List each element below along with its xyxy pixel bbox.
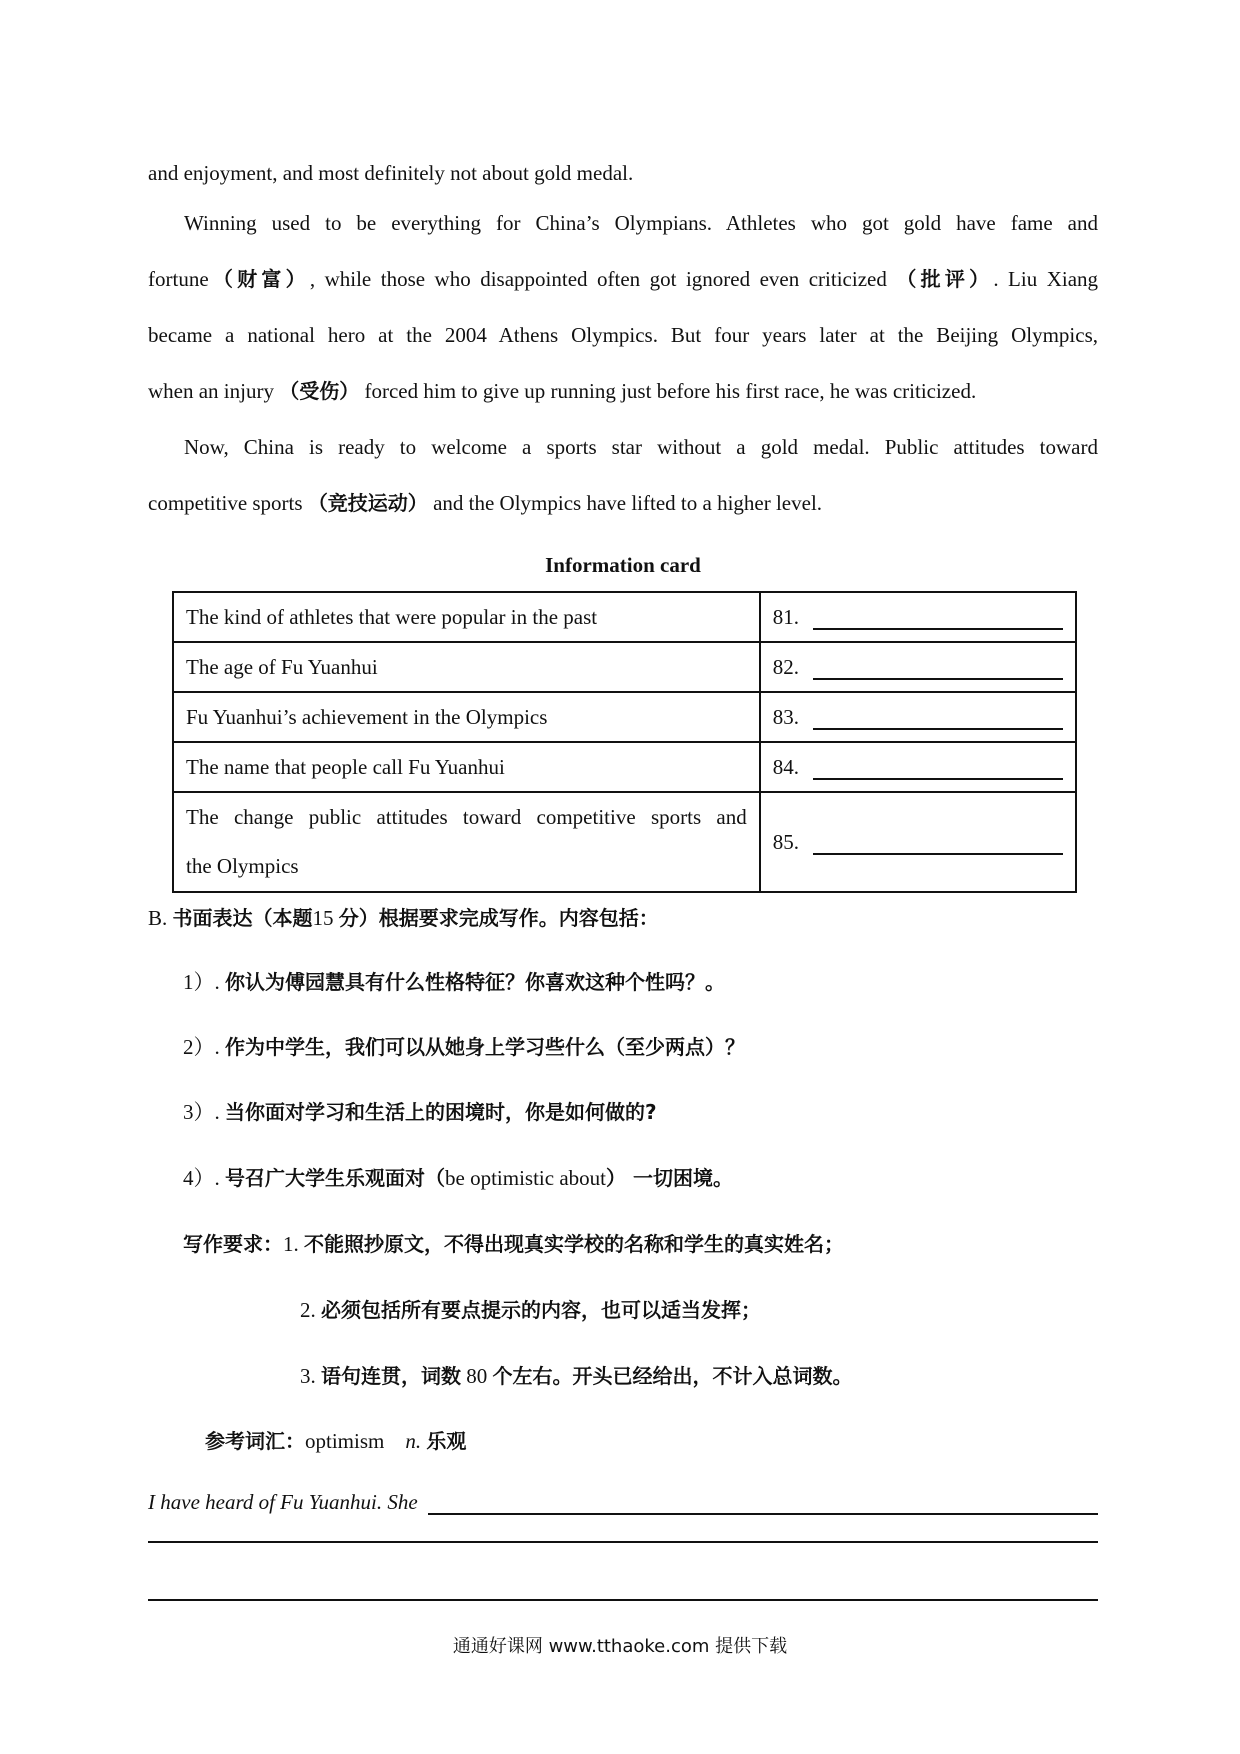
requirement-number: 2. [300,1298,316,1322]
chinese-gloss: （受伤） [279,379,360,403]
passage-line [148,475,1098,531]
table-row [173,642,1076,692]
requirement-number-value: 80 [466,1364,488,1388]
chinese-gloss: （财富） [208,267,310,291]
question-number: 82. [772,654,799,679]
requirement-text: 不能照抄原文，不得出现真实学校的名称和学生的真实姓名； [304,1232,844,1256]
question-number: 81. [772,604,799,629]
answer-blank-85[interactable] [813,833,1063,855]
passage-text: became a national hero at the 2004 Athens Olympics. But four years later at the Beijing Olympics, [148,323,1098,347]
info-question: The name that people call Fu Yuanhui [173,742,760,792]
point-text: 当你面对学习和生活上的困境时，你是如何做的? [225,1100,657,1124]
heading-text: 分）根据要求完成写作。内容包括： [338,906,659,930]
vocabulary-line [205,1425,466,1454]
info-card-table [172,591,1077,893]
point-number: 2）. [183,1035,220,1059]
requirement-line [183,1228,844,1257]
writing-blank[interactable] [428,1493,1098,1515]
answer-blank-84[interactable] [813,758,1063,780]
passage-text: when an injury [148,379,274,403]
table-row [173,592,1076,642]
info-question-line: The change public attitudes toward competitive sports and [186,805,747,829]
answer-cell [760,642,1076,692]
info-question: The age of Fu Yuanhui [173,642,760,692]
passage-text: , while those who disappointed often got ignored even criticized [309,267,887,291]
requirements-label: 写作要求： [183,1232,283,1256]
passage-text: and enjoyment, and most definitely not about gold medal. [148,161,634,185]
passage-line [148,145,1098,201]
content-point [183,1162,733,1192]
requirement-line [300,1360,853,1389]
writing-line[interactable] [148,1541,1098,1543]
section-b-heading [148,902,659,931]
requirement-line [300,1294,761,1323]
info-card-title: Information card [545,553,701,577]
answer-cell [760,742,1076,792]
point-number: 3）. [183,1100,220,1124]
passage-line [148,251,1098,307]
info-question: The kind of athletes that were popular in the past [173,592,760,642]
point-text-english: be optimistic about [445,1166,606,1190]
requirement-text: 个左右。开头已经给出，不计入总词数。 [492,1364,853,1388]
content-point [183,1031,745,1061]
passage-text: competitive sports [148,491,303,515]
passage-text: . Liu Xiang [993,267,1099,291]
info-question: Fu Yuanhui’s achievement in the Olympics [173,692,760,742]
writing-starter-text: I have heard of Fu Yuanhui. She [148,1490,418,1514]
footer-text: 通通好课网 www.tthaoke.com 提供下载 [452,1636,788,1657]
vocab-meaning: 乐观 [426,1429,467,1453]
question-number: 84. [772,754,799,779]
point-number: 4）. [183,1166,220,1190]
heading-score: 15 [312,906,334,930]
requirement-text: 语句连贯，词数 [321,1364,461,1388]
chinese-gloss: （竞技运动） [307,491,428,515]
requirement-number: 1. [283,1232,299,1256]
requirement-text: 必须包括所有要点提示的内容，也可以适当发挥； [321,1298,761,1322]
passage-text: fortune [148,267,209,291]
point-text: 作为中学生，我们可以从她身上学习些什么（至少两点）？ [225,1035,745,1059]
passage-text: forced him to give up running just before his first race, he was criticized. [364,379,977,403]
heading-text: 书面表达（本题 [172,906,313,930]
answer-blank-83[interactable] [813,708,1063,730]
answer-cell [760,692,1076,742]
info-question-line: the Olympics [186,854,299,878]
answer-cell [760,592,1076,642]
point-text: ） 一切困境。 [605,1166,733,1190]
section-label: B. [148,906,168,930]
writing-line[interactable] [148,1599,1098,1601]
answer-cell [760,792,1076,892]
passage-line [148,419,1098,475]
point-text: 号召广大学生乐观面对（ [225,1166,445,1190]
vocab-part-of-speech: n. [405,1429,422,1453]
question-number: 83. [772,704,799,729]
passage-text: Winning used to be everything for China’s Olympians. Athletes who got gold have fame and [184,211,1098,235]
writing-starter-line[interactable] [148,1490,1098,1515]
chinese-gloss: （批评） [896,267,994,291]
answer-blank-81[interactable] [813,608,1063,630]
table-row [173,742,1076,792]
content-point [183,1096,657,1126]
vocab-word: optimism [305,1429,385,1453]
point-text: 你认为傅园慧具有什么性格特征？你喜欢这种个性吗？。 [225,970,725,994]
passage-line [148,363,1098,419]
content-point [183,966,725,996]
table-row [173,692,1076,742]
point-number: 1）. [183,970,220,994]
passage-text: and the Olympics have lifted to a higher level. [433,491,823,515]
table-row [173,792,1076,892]
passage-line [148,307,1098,363]
vocab-label: 参考词汇： [205,1429,305,1453]
info-question [173,792,760,892]
question-number: 85. [772,829,799,854]
passage-text: Now, China is ready to welcome a sports star without a gold medal. Public attitudes toward [184,435,1098,459]
passage-line [148,195,1098,251]
requirement-number: 3. [300,1364,316,1388]
answer-blank-82[interactable] [813,658,1063,680]
